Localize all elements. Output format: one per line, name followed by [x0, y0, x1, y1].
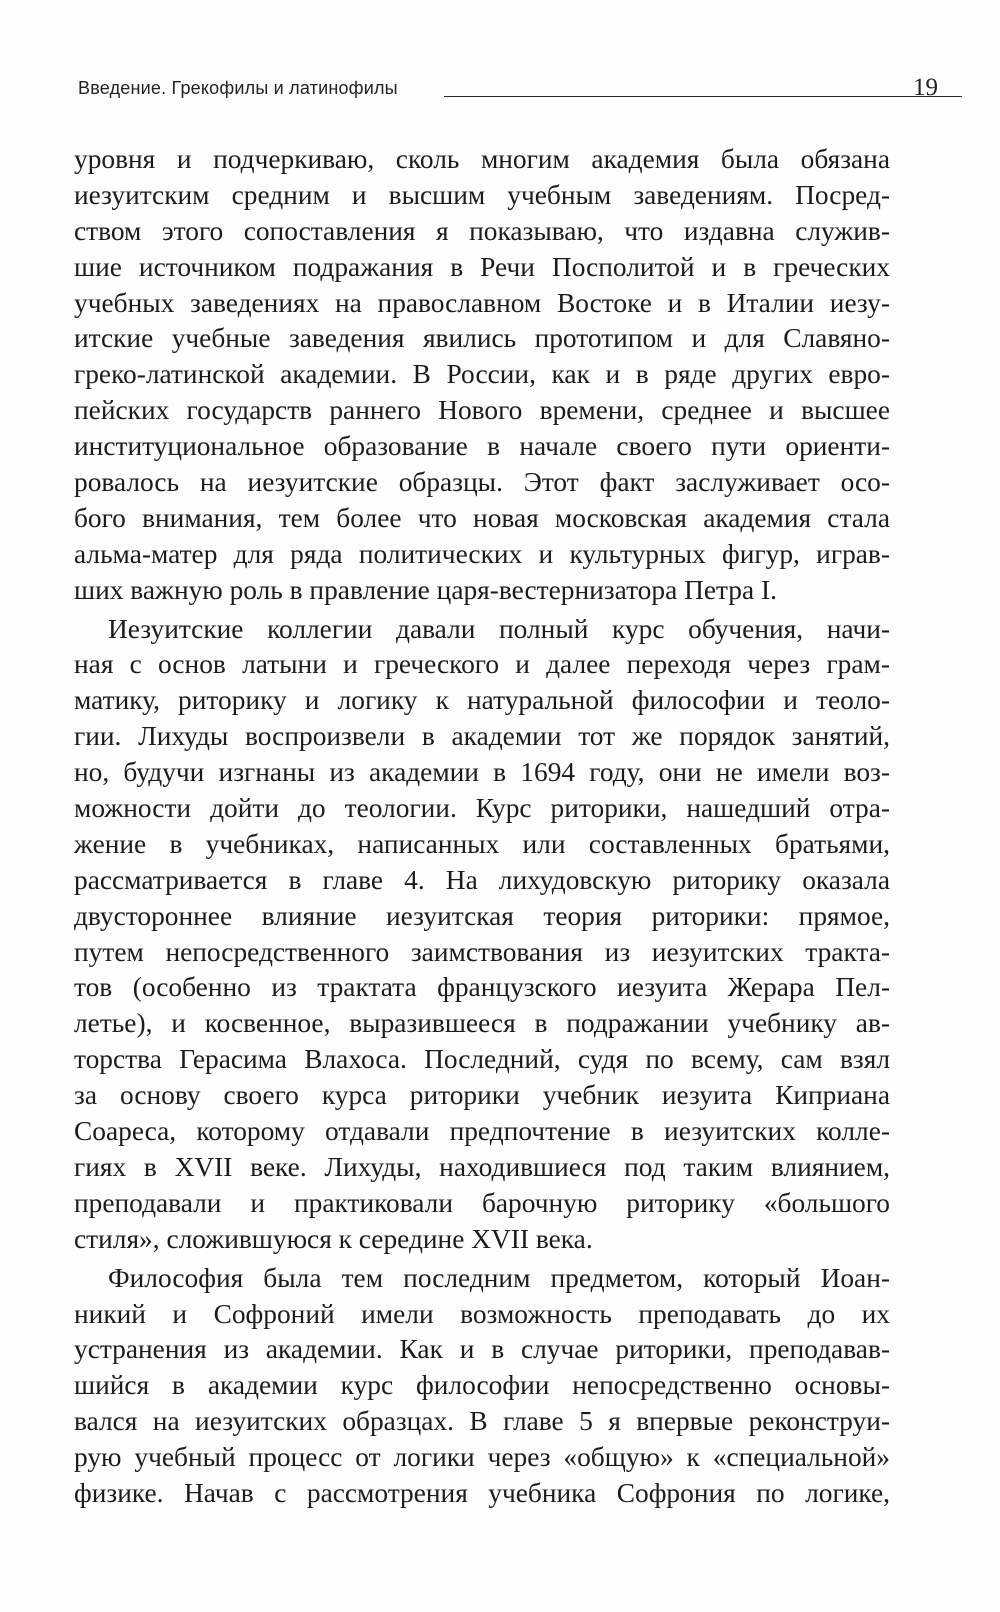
text-line: гиях в XVII веке. Лихуды, находившиеся под таким влиянием,	[74, 1151, 890, 1182]
text-line: торства Герасима Влахоса. Последний, судя по всему, сам взял	[74, 1044, 890, 1075]
running-title: Введение. Грекофилы и латинофилы	[78, 78, 398, 98]
text-line: институциональное образование в начале своего пути ориенти-	[74, 431, 890, 462]
text-line: двустороннее влияние иезуитская теория риторики: прямое,	[74, 900, 890, 931]
header-rule	[444, 96, 962, 97]
text-line: иезуитским средним и высшим учебным заведениям. Посред-	[74, 179, 890, 210]
text-line: учебных заведениях на православном Востоке и в Италии иезу-	[74, 287, 890, 318]
text-line: рассматривается в главе 4. На лихудовскую риторику оказала	[74, 864, 890, 895]
text-line: бого внимания, тем более что новая московская академия стала	[74, 502, 890, 533]
text-line: шийся в академии курс философии непосредственно основы-	[74, 1370, 890, 1401]
text-line: стиля», сложившуюся к середине XVII века.	[74, 1223, 593, 1254]
text-line: жение в учебниках, написанных или составленных братьями,	[74, 828, 890, 859]
text-line: итские учебные заведения явились прототипом и для Славяно-	[74, 323, 890, 354]
text-line: вался на иезуитских образцах. В главе 5 я впервые реконструи-	[74, 1406, 890, 1437]
text-line: физике. Начав с рассмотрения учебника Софрония по логике,	[74, 1477, 890, 1508]
text-line: ровалось на иезуитские образцы. Этот факт заслуживает осо-	[74, 467, 890, 498]
paragraph	[74, 1261, 890, 1512]
text-line: альма-матер для ряда политических и культурных фигур, играв-	[74, 538, 890, 569]
text-line: Соареса, которому отдавали предпочтение в иезуитских колле-	[74, 1116, 890, 1147]
text-line: летье), и косвенное, выразившееся в подражании учебнику ав-	[74, 1008, 890, 1039]
text-line: ная с основ латыни и греческого и далее переходя через грам-	[74, 649, 890, 680]
paragraph	[74, 612, 890, 1258]
text-line: ших важную роль в правление царя-вестернизатора Петра I.	[74, 574, 777, 605]
text-line: греко-латинской академии. В России, как и в ряде других евро-	[74, 359, 890, 390]
text-line: Иезуитские коллегии давали полный курс обучения, начи-	[108, 613, 890, 644]
text-line: никий и Софроний имели возможность преподавать до их	[74, 1298, 890, 1329]
text-line: преподавали и практиковали барочную риторику «большого	[74, 1187, 890, 1218]
text-line: устранения из академии. Как и в случае риторики, преподавав-	[74, 1334, 890, 1365]
running-header	[78, 74, 938, 104]
text-line: ством этого сопоставления я показываю, что издавна служив-	[74, 215, 890, 246]
text-line: но, будучи изгнаны из академии в 1694 году, они не имели воз-	[74, 757, 890, 788]
text-line: тов (особенно из трактата французского иезуита Жерара Пел-	[74, 972, 890, 1003]
text-line: гии. Лихуды воспроизвели в академии тот же порядок занятий,	[74, 721, 890, 752]
body-text	[74, 142, 890, 1512]
text-line: пейских государств раннего Нового времени, среднее и высшее	[74, 395, 890, 426]
text-line: матику, риторику и логику к натуральной философии и теоло-	[74, 685, 890, 716]
page-number: 19	[913, 74, 938, 101]
text-line: можности дойти до теологии. Курс риторики, нашедший отра-	[74, 793, 890, 824]
text-line: рую учебный процесс от логики через «общую» к «специальной»	[74, 1442, 890, 1473]
text-line: уровня и подчеркиваю, сколь многим академия была обязана	[74, 144, 890, 174]
paragraph	[74, 142, 890, 609]
text-line: путем непосредственного заимствования из иезуитских тракта-	[74, 936, 890, 967]
text-line: шие источником подражания в Речи Посполитой и в греческих	[74, 251, 890, 282]
text-line: Философия была тем последним предметом, который Иоан-	[108, 1262, 890, 1293]
text-line: за основу своего курса риторики учебник иезуита Киприана	[74, 1080, 890, 1111]
